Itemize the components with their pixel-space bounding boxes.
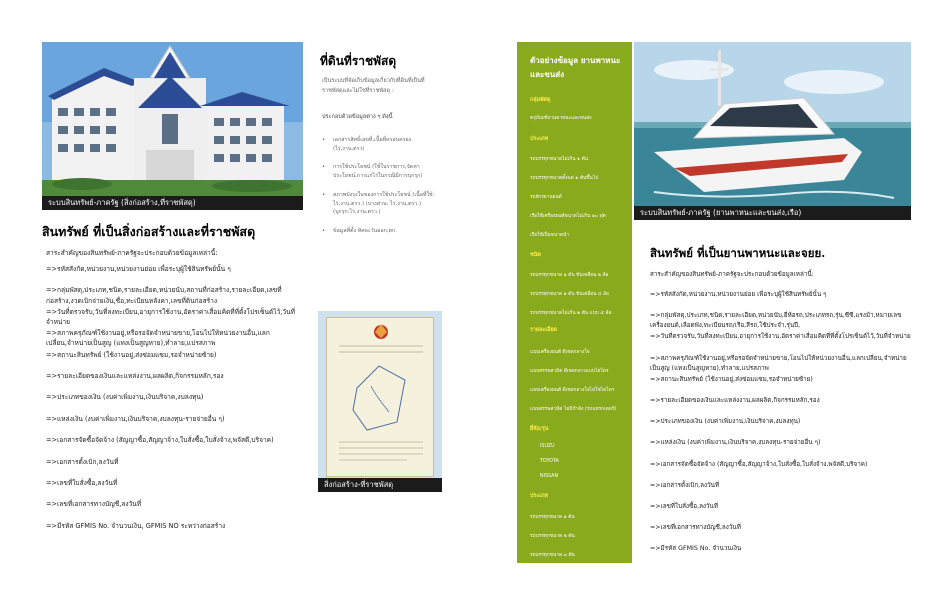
panel-section-head: กลุ่มพัสดุ <box>530 97 551 103</box>
vehicles-field-list <box>650 290 914 565</box>
list-item: • การใช้ประโยชน์ (ใช้ในราชการ,จัดหาประโยชน์,การแก่ไร่ในกรณีมีการบุกรุก) <box>322 163 436 180</box>
land-subheading: ประกอบด้วยข้อมูลต่าง ๆ ดังนี้ <box>322 114 393 120</box>
list-item: =>รายละเอียดของเงินและแหล่งงาน,ผลผลิต,กิจกรรมหลัก,รอง <box>46 371 224 380</box>
list-item: =>เอกสารตั้งเบิก,ลงวันที่ <box>650 481 720 489</box>
list-item: =>กลุ่มพัสดุ,ประเภท,ชนิด,รายละเอียด,หน่วยนับ,สถานที่ก่อสร้าง,รายละเอียด,เลขที่ก่อสร้าง,งวดเบิกจ่ายเงิน,ชื่อ,ทะเบียนหลังคา,เลขที่ดินก่อสร้าง <box>46 286 282 305</box>
land-deed-photo <box>318 311 442 492</box>
list-item: =>มีรหัส GFMIS No. จำนวนเงิน, GFMIS NO ระหว่างก่อสร้าง <box>46 521 226 530</box>
list-item: =>สภาพครุภัณฑ์ใช้งานอยู่,หรือรอจัดจำหน่ายขาย,โอนไปให้หน่วยงานอื่น,แลกเปลี่ยน,จำหน่ายเป็นสูญ (แทงเป็นสูญหาย),ทำลาย,แปรสภาพ <box>46 329 270 348</box>
list-item: =>เอกสารจัดซื้อจัดจ้าง (สัญญาซื้อ,สัญญาจ้าง,ใบสั่งซื้อ,ใบสั่งจ้าง,พจัสดี,บริจาค) <box>650 460 868 468</box>
list-item: =>ประเภทของเงิน (งบค่าเพิ่มงาน,เงินบริจาค,งบลงทุน) <box>650 418 801 426</box>
buildings-field-list <box>46 264 308 542</box>
list-item: =>แหล่งเงิน (งบค่าเพิ่มงาน,เงินบริจาค,งบลงทุน-รายจ่ายอื่น ๆ) <box>46 414 225 423</box>
land-title: ที่ดินที่ราชพัสดุ <box>320 54 397 68</box>
buildings-intro: สาระสำคัญของสินทรัพย์-ภาครัฐจะประกอบด้วยข้อมูลเหล่านี้: <box>46 249 218 257</box>
panel-section-head: ประเภท <box>530 493 549 499</box>
list-item: =>วันที่ตรวจรับ,วันที่ลงทะเบียน,อายุการใช้งาน,อัตราค่าเสื่อมคิดที่ที่ตั้งโปรเซ็นต์ไว้,วันที่จำหน่าย <box>650 333 911 341</box>
buildings-heading: สินทรัพย์ ที่เป็นสิ่งก่อสร้างและที่ราชพัสดุ <box>42 224 256 239</box>
list-item: =>เลขที่เอกสารทางบัญชี,ลงวันที่ <box>650 524 741 532</box>
list-item: =>รหัสสังกัด,หน่วยงาน,หน่วยงานย่อย เพื่อระบุผู้ใช้สินทรัพย์นั้น ๆ <box>650 291 827 298</box>
panel-section-head: ประเภท <box>530 136 549 142</box>
panel-item: รถบรรทุกขนาด ๒ ตัน <box>530 534 575 539</box>
panel-item: NISSAN <box>540 474 559 479</box>
panel-item: เรือใช้เป็นขนาดนำ <box>530 233 569 238</box>
building-caption: ระบบสินทรัพย์-ภาครัฐ (สิ่งก่อสร้าง,ที่ราชพัสดุ) <box>42 196 303 210</box>
vehicles-heading: สินทรัพย์ ที่เป็นยานพาหนะและจยย. <box>650 246 826 260</box>
boat-illustration <box>634 42 911 220</box>
vehicles-intro: สาระสำคัญของสินทรัพย์-ภาครัฐจะประกอบด้วยข้อมูลเหล่านี้: <box>650 271 814 278</box>
panel-item: TOYOTA <box>540 459 559 464</box>
panel-section-head: ยี่ห้อ/รุ่น <box>530 426 549 432</box>
panel-item: รถบรรทุกขนาดไม่เกิน ๒ ตัน แบบ ๔ ล้อ <box>530 311 612 316</box>
list-item: • เอกสารสิทธิ์เลขที่,เนื้อที่ครอบครอง (ไร่,งาน,ตรว) <box>322 136 436 153</box>
list-item: =>เอกสารจัดซื้อจัดจ้าง (สัญญาซื้อ,สัญญาจ้าง,ใบสั่งซื้อ,ใบสั่งจ้าง,พจัสดี,บริจาค) <box>46 436 274 445</box>
panel-item: ISUZU <box>540 444 555 449</box>
vehicle-example-title: ตัวอย่างข้อมูล ยานพาหนะและขนส่ง <box>530 56 621 79</box>
list-item: =>แหล่งเงิน (งบค่าเพิ่มงาน,เงินบริจาค,งบลงทุน-รายจ่ายอื่น ๆ) <box>650 439 821 447</box>
list-item: • สภาพบังรุงในของการใช้ประโยชน์ (เนื้อที่ใช้: ไร่,งาน,ตรว.) (บางส่วน: ไร่,งาน,ตรว.) (บุกรุก:ไร่,งาน,ตรว.) <box>322 191 436 217</box>
panel-item: รถบรรทุกขนาด ๑ ตัน ขับเคลื่อน ๒ ล้อ <box>530 273 609 278</box>
panel-item: รถบรรทุกขนาด ๑ ตัน ขับเคลื่อน ๔ ล้อ <box>530 292 609 297</box>
boat-caption: ระบบสินทรัพย์-ภาครัฐ (ยานพาหนะและขนส่ง,เรือ) <box>634 206 911 220</box>
panel-item: แบบสรรพสามิต ไม่มีกำลัง (รถแทรกเตอร์) <box>530 407 617 412</box>
list-item: • ข้อมูลที่ตั้ง ทิศละวันออก,ตก. <box>322 227 436 236</box>
list-item: =>สถานะสินทรัพย์ (ใช้งานอยู่,ส่งซ่อมแซม,รอจำหน่ายซ้าย) <box>46 350 217 359</box>
panel-item: รถบรรทุกขนาดตั้งแต่ ๑ ตันขึ้นไป <box>530 176 599 181</box>
panel-item: แบบเครื่องยนต์ ดีเซลกลางใจไม่ใช่ไฮโดร <box>530 388 615 393</box>
panel-section-head: ชนิด <box>530 252 541 258</box>
list-item: =>กลุ่มพัสดุ,ประเภท,ชนิด,รายละเอียด,หน่วยนับ,ยี่ห้อรถ,ประเภทรถ,รุ่น,ซีซี,แรงม้า,หมายเลขเครื่องยนต์,เลือดพัง,ทะเบียนรถ/เรือ,สีรถ,ใช้ประจำ,รุ่นปี, <box>650 312 902 330</box>
list-item: =>สภาพครุภัณฑ์ใช้งานอยู่,หรือรอจัดจำหน่ายขาย,โอนไปให้หน่วยงานอื่น,แลกเปลี่ยน,จำหน่ายเป็นสูญ (แทงเป็นสูญหาย),ทำลาย,แปรสภาพ <box>650 354 907 372</box>
land-field-list <box>322 136 436 246</box>
building-illustration <box>42 42 303 210</box>
boat-photo <box>634 42 911 220</box>
panel-section-head: รายละเอียด <box>530 327 558 333</box>
list-item: =>มีรหัส GFMIS No. จำนวนเงิน <box>650 545 742 553</box>
panel-item: แบบสรรพสามิต ดีเซลกลางแบบไฮโดร <box>530 369 609 374</box>
panel-item: รถบรรทุกขนาดไม่เกิน ๑ ตัน <box>530 157 588 162</box>
list-item: =>เอกสารตั้งเบิก,ลงวันที่ <box>46 457 119 466</box>
list-item: =>รหัสสังกัด,หน่วยงาน,หน่วยงานย่อย เพื่อระบุผู้ใช้สินทรัพย์นั้น ๆ <box>46 265 231 273</box>
panel-item: รถบรรทุกขนาด ๑ ตัน <box>530 515 575 520</box>
panel-item: รถบรรทุกขนาด ๓ ตัน <box>530 553 575 558</box>
deed-caption: สิ่งก่อสร้าง-ที่ราชพัสดุ <box>318 478 442 492</box>
panel-item: แบบเครื่องยนต์ ดีเซลกลางใจ <box>530 350 590 355</box>
building-photo <box>42 42 303 210</box>
land-description: เป็นระบบที่จัดเก็บข้อมูลเกี่ยวกับที่ดินที่เป็นที่ราชพัสดุและไม่ใช่ที่ราชพัสดุ : <box>322 78 425 94</box>
list-item: =>เลขที่ใบสั่งซื้อ,ลงวันที่ <box>650 502 718 510</box>
list-item: =>รายละเอียดของเงินและแหล่งงาน,ผลผลิต,กิจกรรมหลัก,รอง <box>650 396 820 404</box>
deed-illustration <box>327 318 435 478</box>
panel-item: ครุภัณฑ์ยานพาหนะและขนส่ง <box>530 116 592 121</box>
list-item: =>สถานะสินทรัพย์ (ใช้งานอยู่,ส่งซ่อมแซม,รอจำหน่ายซ้าย) <box>650 375 813 383</box>
list-item: =>วันที่ตรวจรับ,วันที่ลงทะเบียน,อายุการใช้งาน,อัตราค่าเสื่อมคิดที่ที่ตั้งโปรเซ็นต์ไว้,วันที่จำหน่าย <box>46 307 295 327</box>
deed-document <box>326 317 434 477</box>
list-item: =>เลขที่ใบสั่งซื้อ,ลงวันที่ <box>46 478 118 487</box>
list-item: =>เลขที่เอกสารทางบัญชี,ลงวันที่ <box>46 500 142 509</box>
list-item: =>ประเภทของเงิน (งบค่าเพิ่มงาน,เงินบริจาค,งบลงทุน) <box>46 393 204 402</box>
panel-item: เรือใช้เครื่องยนต์ขนาดไม่เกิน ๑๐ ฟุต <box>530 214 606 219</box>
panel-item: รถจักรยานยนต์ <box>530 195 562 200</box>
